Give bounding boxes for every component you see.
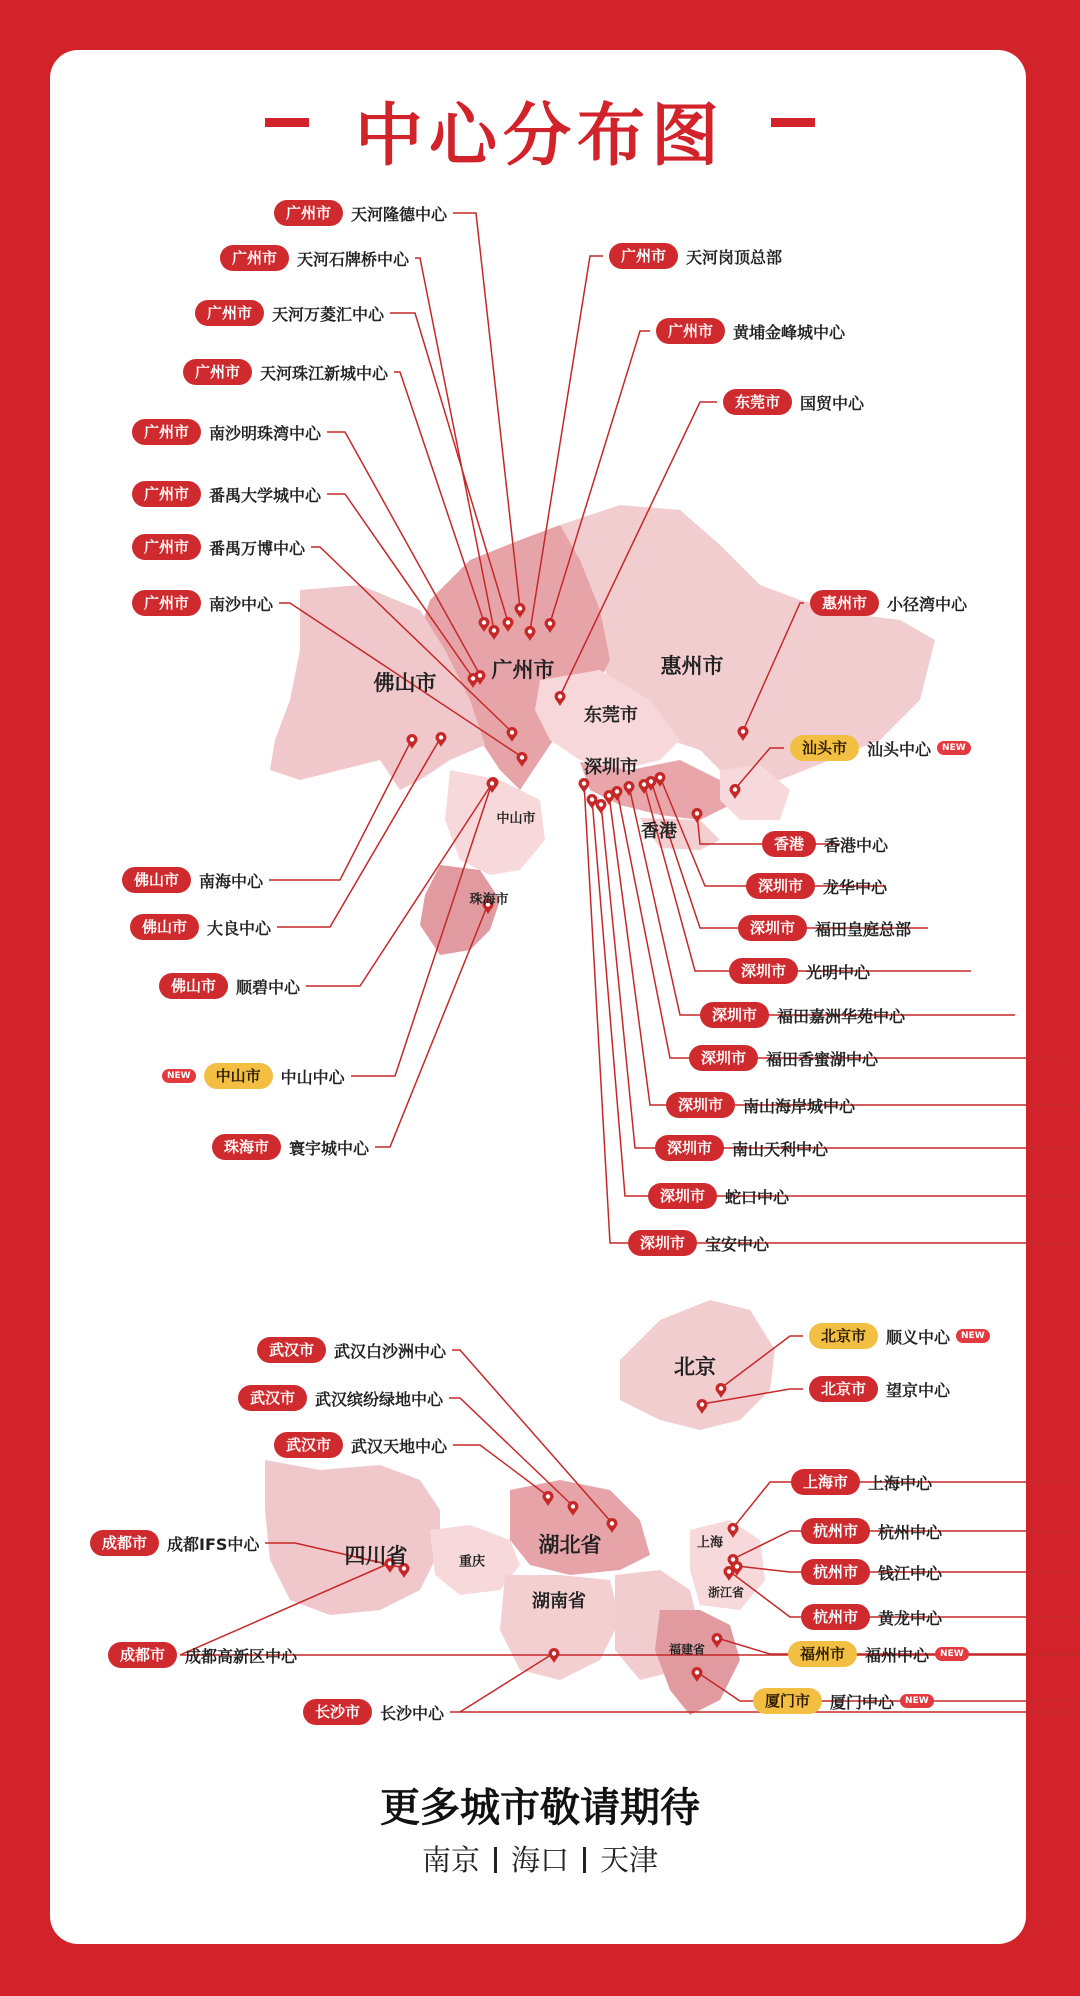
region-label-hunan: 湖南省 <box>532 1591 586 1612</box>
center-row <box>195 300 384 326</box>
footer-city: 天津 <box>600 1843 659 1877</box>
center-name: 宝安中心 <box>705 1234 770 1254</box>
region-fujian <box>655 1610 740 1715</box>
footer-cities <box>0 1838 1080 1879</box>
footer-separator <box>583 1847 586 1873</box>
center-row <box>689 1045 878 1071</box>
center-name: 福州中心 <box>865 1645 930 1665</box>
city-pill: 广州市 <box>132 534 201 560</box>
city-pill: 成都市 <box>108 1642 177 1668</box>
center-row <box>212 1134 369 1160</box>
city-pill: 珠海市 <box>212 1134 281 1160</box>
center-row <box>257 1337 446 1363</box>
city-pill: 深圳市 <box>648 1183 717 1209</box>
center-row <box>762 831 888 857</box>
city-pill: 深圳市 <box>738 915 807 941</box>
region-label-fujian: 福建省 <box>668 1642 706 1657</box>
center-name: 南海中心 <box>199 871 264 891</box>
region-label-huizhou: 惠州市 <box>660 654 724 678</box>
center-name: 福田皇庭总部 <box>815 919 912 939</box>
center-row <box>801 1559 942 1585</box>
center-name: 武汉天地中心 <box>351 1436 448 1456</box>
city-pill: 广州市 <box>274 200 343 226</box>
city-pill: 佛山市 <box>130 914 199 940</box>
center-name: 天河石牌桥中心 <box>297 249 410 269</box>
city-pill: 杭州市 <box>801 1604 870 1630</box>
city-pill: 广州市 <box>132 590 201 616</box>
center-name: 天河珠江新城中心 <box>260 363 389 383</box>
city-pill: 汕头市 <box>790 735 859 761</box>
footer-separator <box>494 1847 497 1873</box>
new-badge: NEW <box>935 1647 969 1661</box>
footer-city: 南京 <box>421 1843 480 1877</box>
city-pill: 广州市 <box>220 245 289 271</box>
city-pill: 北京市 <box>809 1376 878 1402</box>
center-row <box>132 481 321 507</box>
center-name: 福田嘉洲华苑中心 <box>777 1006 906 1026</box>
region-label-shenzhen: 深圳市 <box>584 757 638 778</box>
city-pill: 深圳市 <box>655 1135 724 1161</box>
city-pill: 中山市 <box>204 1063 273 1089</box>
city-pill: 广州市 <box>609 243 678 269</box>
center-row <box>729 958 870 984</box>
center-row <box>274 1432 447 1458</box>
center-name: 武汉白沙洲中心 <box>334 1341 447 1361</box>
center-name: 武汉缤纷绿地中心 <box>315 1389 444 1409</box>
center-name: 天河万菱汇中心 <box>272 304 385 324</box>
center-name: 小径湾中心 <box>887 594 968 614</box>
center-row <box>159 973 300 999</box>
center-row <box>220 245 409 271</box>
city-pill: 武汉市 <box>238 1385 307 1411</box>
center-name: 望京中心 <box>886 1380 951 1400</box>
map-pin-icon <box>596 799 607 814</box>
center-row <box>753 1688 934 1714</box>
city-pill: 上海市 <box>791 1469 860 1495</box>
center-name: 国贸中心 <box>800 393 865 413</box>
center-name: 寰宇城中心 <box>289 1138 370 1158</box>
city-pill: 深圳市 <box>700 1002 769 1028</box>
center-name: 汕头中心 <box>867 739 932 759</box>
center-name: 南沙明珠湾中心 <box>209 423 322 443</box>
city-pill: 广州市 <box>195 300 264 326</box>
center-row <box>791 1469 932 1495</box>
city-pill: 香港 <box>762 831 816 857</box>
center-row <box>790 735 971 761</box>
city-pill: 武汉市 <box>274 1432 343 1458</box>
center-name: 南沙中心 <box>209 594 274 614</box>
center-name: 香港中心 <box>824 835 889 855</box>
city-pill: 长沙市 <box>303 1699 372 1725</box>
region-label-foshan: 佛山市 <box>373 671 437 695</box>
new-badge: NEW <box>937 741 971 755</box>
center-row <box>809 1323 990 1349</box>
center-name: 中山中心 <box>280 1067 345 1087</box>
center-name: 番禺大学城中心 <box>209 485 322 505</box>
center-name: 上海中心 <box>868 1473 933 1493</box>
center-name: 光明中心 <box>806 962 871 982</box>
city-pill: 深圳市 <box>628 1230 697 1256</box>
center-name: 钱江中心 <box>878 1563 943 1583</box>
center-row <box>648 1183 789 1209</box>
region-label-guangzhou: 广州市 <box>491 658 555 682</box>
city-pill: 厦门市 <box>753 1688 822 1714</box>
new-badge: NEW <box>162 1069 196 1083</box>
center-name: 天河隆德中心 <box>351 204 448 224</box>
region-label-xianggang: 香港 <box>641 821 677 842</box>
city-pill: 佛山市 <box>122 867 191 893</box>
center-row <box>132 419 321 445</box>
center-name: 大良中心 <box>207 918 272 938</box>
center-row <box>788 1641 969 1667</box>
region-label-sichuan: 四川省 <box>344 1544 408 1568</box>
footer-title: 更多城市敬请期待 <box>380 1785 700 1831</box>
center-row <box>238 1385 443 1411</box>
region-label-zhejiang: 浙江省 <box>707 1585 745 1600</box>
center-row <box>655 1135 828 1161</box>
region-label-chongqing: 重庆 <box>458 1554 486 1570</box>
center-row <box>108 1642 297 1668</box>
center-name: 杭州中心 <box>878 1522 943 1542</box>
center-row <box>746 873 887 899</box>
center-name: 厦门中心 <box>830 1692 895 1712</box>
center-name: 黄埔金峰城中心 <box>733 322 846 342</box>
center-row <box>628 1230 769 1256</box>
city-pill: 深圳市 <box>689 1045 758 1071</box>
city-pill: 北京市 <box>809 1323 878 1349</box>
new-badge: NEW <box>900 1694 934 1708</box>
city-pill: 惠州市 <box>810 590 879 616</box>
city-pill: 深圳市 <box>746 873 815 899</box>
new-badge: NEW <box>956 1329 990 1343</box>
center-row <box>303 1699 444 1725</box>
center-row <box>90 1530 259 1556</box>
page-title: 中心分布图 <box>354 97 725 176</box>
city-pill: 福州市 <box>788 1641 857 1667</box>
center-row <box>809 1376 950 1402</box>
city-pill: 佛山市 <box>159 973 228 999</box>
city-pill: 杭州市 <box>801 1559 870 1585</box>
city-pill: 成都市 <box>90 1530 159 1556</box>
center-row <box>656 318 845 344</box>
center-name: 南山天利中心 <box>732 1139 829 1159</box>
map-pin-icon <box>579 778 590 793</box>
city-pill: 武汉市 <box>257 1337 326 1363</box>
center-name: 南山海岸城中心 <box>743 1096 856 1116</box>
region-sichuan <box>265 1460 440 1615</box>
center-name: 福田香蜜湖中心 <box>766 1049 879 1069</box>
center-name: 成都IFS中心 <box>167 1534 260 1554</box>
footer-city: 海口 <box>510 1843 569 1877</box>
city-pill: 深圳市 <box>666 1092 735 1118</box>
center-name: 天河岗顶总部 <box>686 247 783 267</box>
city-pill: 广州市 <box>132 481 201 507</box>
center-row <box>132 590 273 616</box>
center-name: 黄龙中心 <box>878 1608 943 1628</box>
city-pill: 广州市 <box>656 318 725 344</box>
center-row <box>738 915 911 941</box>
region-label-shanghai: 上海 <box>696 1535 724 1551</box>
map-pin-icon <box>587 794 598 809</box>
center-row <box>723 389 864 415</box>
city-pill: 广州市 <box>183 359 252 385</box>
center-name: 顺碧中心 <box>236 977 301 997</box>
center-row <box>801 1604 942 1630</box>
center-row <box>274 200 447 226</box>
center-name: 成都高新区中心 <box>185 1646 298 1666</box>
center-name: 顺义中心 <box>886 1327 951 1347</box>
center-row <box>132 534 305 560</box>
center-row <box>183 359 388 385</box>
region-label-zhuhai: 珠海市 <box>469 892 509 908</box>
center-name: 龙华中心 <box>823 877 888 897</box>
city-pill: 杭州市 <box>801 1518 870 1544</box>
city-pill: 广州市 <box>132 419 201 445</box>
center-row <box>666 1092 855 1118</box>
city-pill: 东莞市 <box>723 389 792 415</box>
center-row <box>801 1518 942 1544</box>
center-row <box>810 590 967 616</box>
region-label-dongguan: 东莞市 <box>584 705 638 726</box>
city-pill: 深圳市 <box>729 958 798 984</box>
center-row <box>609 243 782 269</box>
center-row <box>700 1002 905 1028</box>
center-row <box>130 914 271 940</box>
region-label-zhongshan: 中山市 <box>496 811 536 827</box>
center-row <box>162 1063 345 1089</box>
region-hubei <box>510 1480 650 1575</box>
center-name: 长沙中心 <box>380 1703 445 1723</box>
region-label-beijing: 北京 <box>674 1355 716 1379</box>
center-row <box>122 867 263 893</box>
center-name: 蛇口中心 <box>725 1187 790 1207</box>
center-name: 番禺万博中心 <box>209 538 306 558</box>
region-label-hubei: 湖北省 <box>538 1533 602 1557</box>
